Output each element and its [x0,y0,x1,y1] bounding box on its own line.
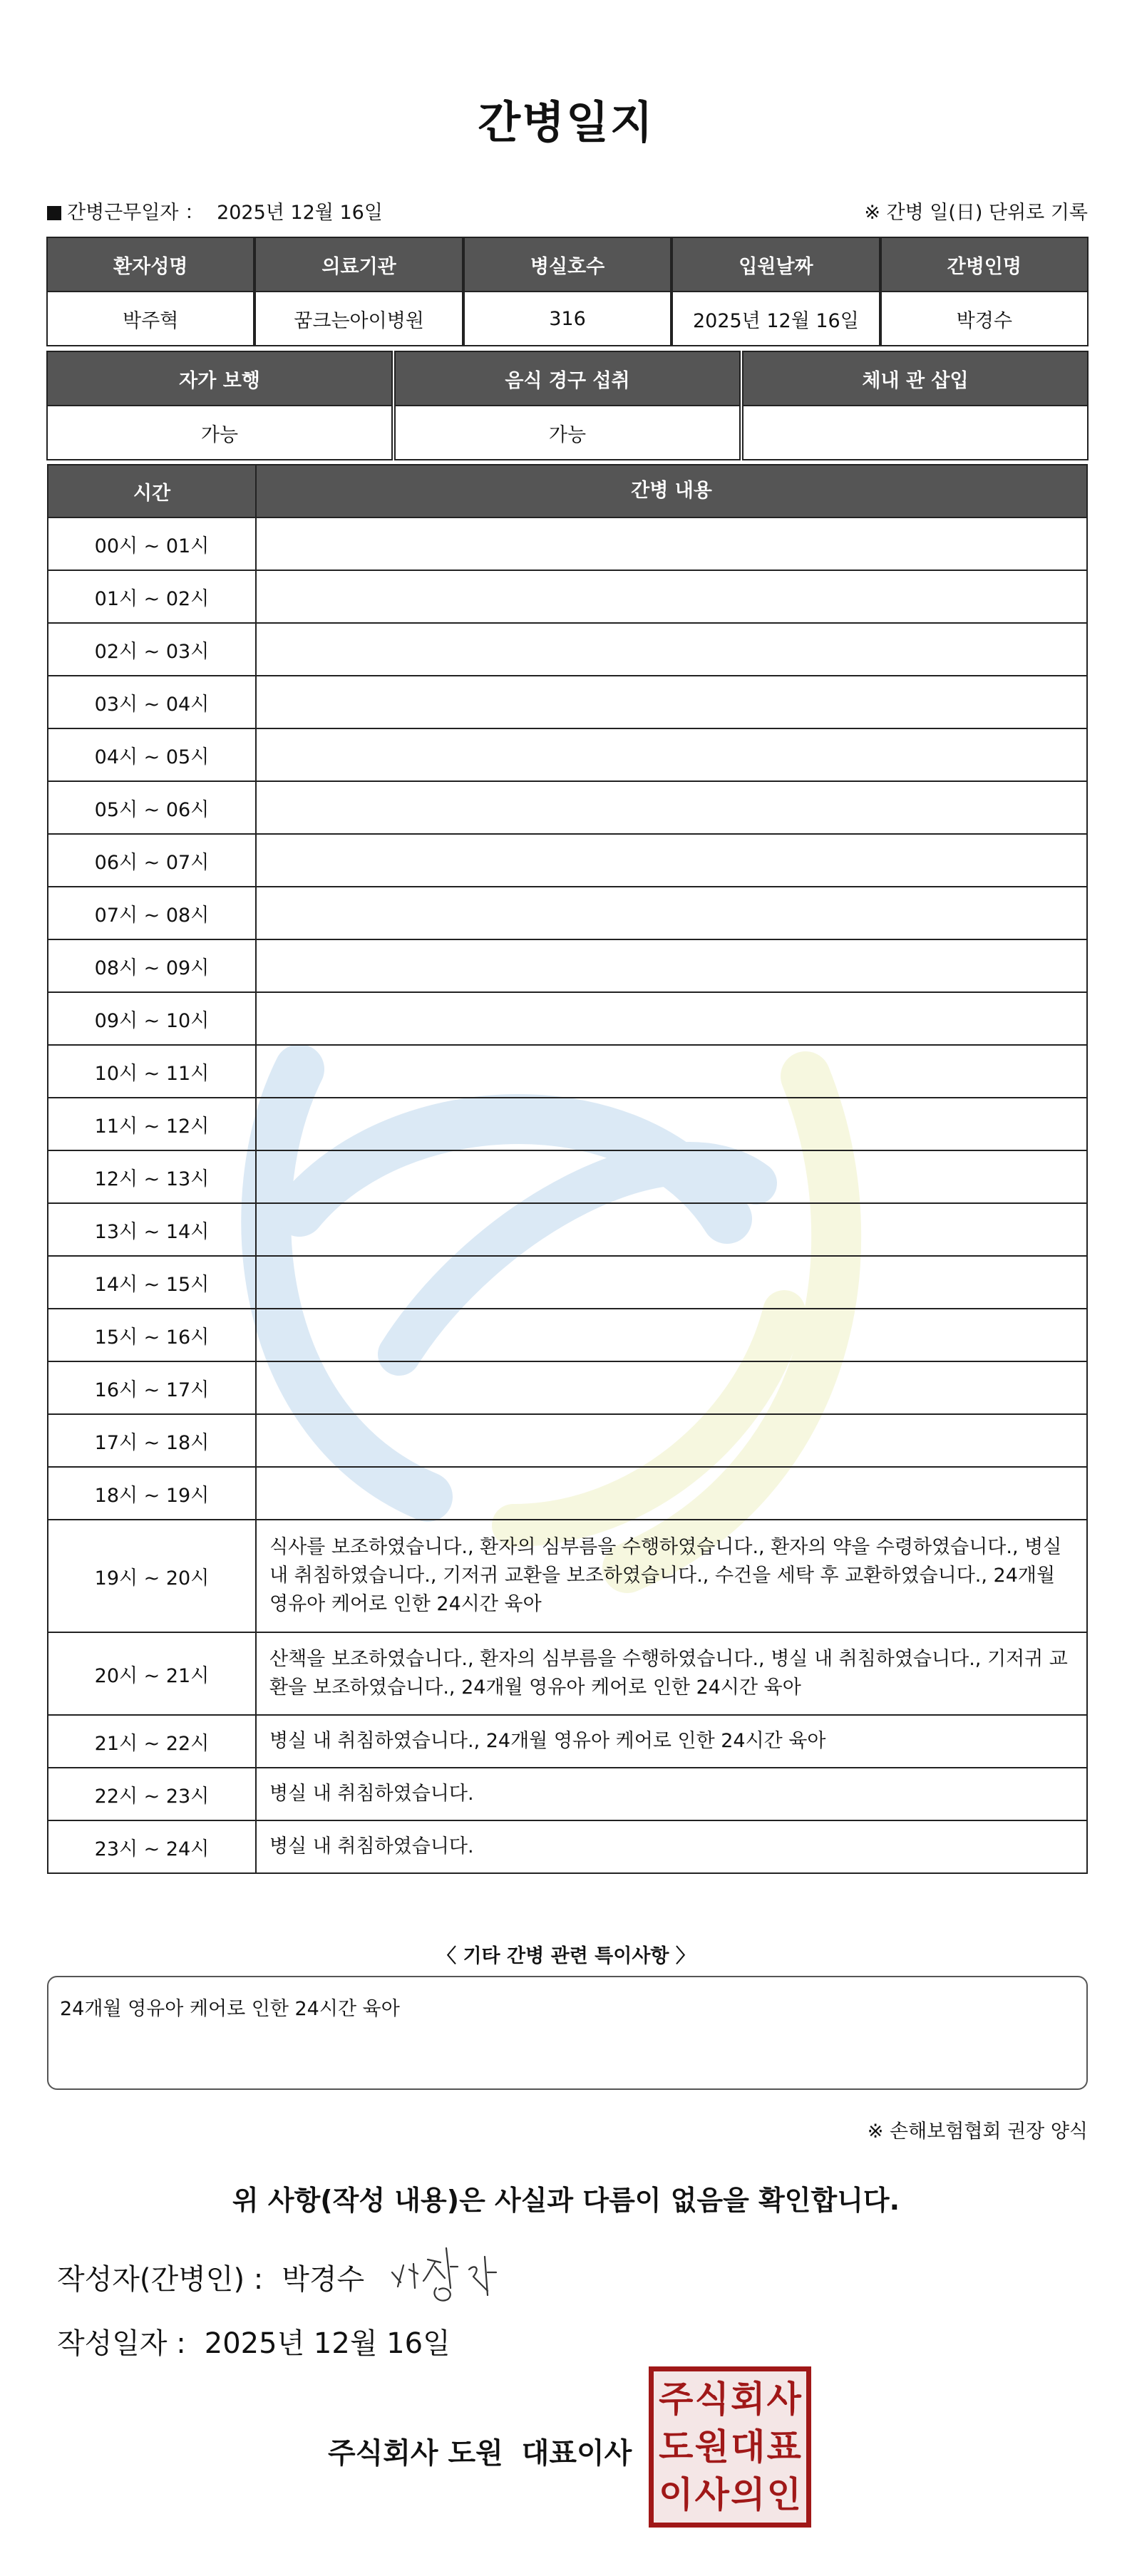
unit-note: ※ 간병 일(日) 단위로 기록 [864,202,1088,224]
row-time: 12시 ~ 13시 [48,1151,257,1202]
table-row [47,1413,1088,1468]
written-date-line [57,2321,451,2361]
square-bullet-icon [47,206,61,220]
caregiver-name: 박경수 [880,291,1089,346]
table-row [47,1361,1088,1415]
care-schedule-table [47,465,1088,1874]
row-time: 05시 ~ 06시 [48,782,257,833]
row-content [257,940,1086,991]
row-time: 15시 ~ 16시 [48,1309,257,1361]
work-date-label: 간병근무일자 ： [67,202,205,224]
row-content [257,1415,1086,1466]
row-content [257,1098,1086,1150]
seal-char: 표 [766,2426,801,2468]
table-row [47,1714,1088,1768]
written-date-value: 2025년 12월 16일 [204,2327,451,2360]
patient-name: 박주혁 [46,291,254,346]
seal-char: 식 [694,2379,729,2421]
row-time: 04시 ~ 05시 [48,729,257,780]
table-row [47,517,1088,571]
row-content: 병실 내 취침하였습니다. [269,1835,474,1858]
row-content: 식사를 보조하였습니다., 환자의 심부름을 수행하였습니다., 환자의 약을 수령하였습니다., 병실 내 취침하였습니다., 기저귀 교환을 보조하였습니다., 수건을 세탁 후 교환하였습니다., 24개월 영유아 케어로 인한 24시간 육아 [269,1536,1062,1615]
row-time: 20시 ~ 21시 [48,1633,257,1714]
writer-label: 작성자(간병인) : [57,2263,264,2296]
writer-name: 박경수 [282,2263,365,2296]
handwritten-signature [385,2238,506,2309]
row-content [257,1046,1086,1097]
row-content [257,1468,1086,1519]
admission-date: 2025년 12월 16일 [672,291,880,346]
seal-char: 도 [659,2426,694,2468]
header-time: 시간 [48,465,257,517]
company-name: 주식회사 도원 [328,2437,503,2470]
table-row [47,675,1088,729]
row-content [257,1204,1086,1255]
status-info-table [47,351,1088,460]
header-hospital: 의료기관 [254,237,463,292]
table-row [47,1466,1088,1520]
seal-char: 사 [766,2379,801,2421]
table-row [47,886,1088,940]
seal-char: 사 [694,2473,729,2515]
table-row [47,1519,1088,1633]
table-row [47,1632,1088,1716]
written-date-label: 작성일자 : [57,2327,186,2360]
row-content [257,887,1086,939]
table-row [47,780,1088,835]
table-row [47,833,1088,887]
row-time: 03시 ~ 04시 [48,676,257,728]
hospital-name: 꿈크는아이병원 [254,291,463,346]
table-row [47,1820,1088,1874]
work-date-value: 2025년 12월 16일 [217,202,383,224]
row-time: 08시 ~ 09시 [48,940,257,991]
row-time: 07시 ~ 08시 [48,887,257,939]
row-content [257,571,1086,622]
row-content [257,835,1086,886]
notes-title: 〈 기타 간병 관련 특이사항 〉 [437,1945,695,1967]
header-tube-insertion: 체내 관 삽입 [742,351,1089,406]
row-content [257,993,1086,1044]
room-number: 316 [463,291,672,346]
company-line [328,2431,632,2471]
header-room: 병실호수 [463,237,672,292]
form-note: ※ 손해보험협회 권장 양식 [867,2121,1088,2143]
table-row [47,1150,1088,1204]
row-content [257,518,1086,570]
company-seal-stamp [649,2366,811,2528]
table-row [47,1097,1088,1151]
table-row [47,939,1088,993]
row-time: 16시 ~ 17시 [48,1362,257,1413]
table-row [47,1255,1088,1309]
row-time: 13시 ~ 14시 [48,1204,257,1255]
row-content [257,676,1086,728]
table-row [47,1308,1088,1362]
oral-intake-value: 가능 [394,405,741,460]
row-content: 병실 내 취침하였습니다., 24개월 영유아 케어로 인한 24시간 육아 [269,1730,826,1752]
row-time: 19시 ~ 20시 [48,1520,257,1632]
row-content [257,1257,1086,1308]
confirmation-statement: 위 사항(작성 내용)은 사실과 다름이 없음을 확인합니다. [232,2185,900,2216]
seal-char: 대 [731,2426,766,2468]
representative-title: 대표이사 [521,2437,632,2470]
row-time: 09시 ~ 10시 [48,993,257,1044]
table-row [47,1767,1088,1821]
seal-char: 주 [659,2379,694,2421]
header-admission-date: 입원날짜 [672,237,880,292]
patient-info-table [47,237,1088,346]
row-content [257,1309,1086,1361]
row-content: 산책을 보조하였습니다., 환자의 심부름을 수행하였습니다., 병실 내 취침하였습니다., 기저귀 교환을 보조하였습니다., 24개월 영유아 케어로 인한 24시간 육아 [269,1648,1068,1699]
seal-char: 회 [731,2379,766,2421]
row-content [257,1151,1086,1202]
row-time: 21시 ~ 22시 [48,1716,257,1767]
row-time: 01시 ~ 02시 [48,571,257,622]
row-content [257,624,1086,675]
row-time: 10시 ~ 11시 [48,1046,257,1097]
row-time: 23시 ~ 24시 [48,1821,257,1872]
tube-insertion-value [742,405,1089,460]
row-time: 02시 ~ 03시 [48,624,257,675]
seal-char: 의 [731,2473,766,2515]
seal-char: 인 [766,2473,801,2515]
row-time: 00시 ~ 01시 [48,518,257,570]
notes-content: 24개월 영유아 케어로 인한 24시간 육아 [47,1976,1088,2090]
row-time: 11시 ~ 12시 [48,1098,257,1150]
row-time: 06시 ~ 07시 [48,835,257,886]
table-row [47,1044,1088,1098]
row-content [257,729,1086,780]
row-time: 22시 ~ 23시 [48,1768,257,1820]
header-caregiver: 간병인명 [880,237,1089,292]
header-oral-intake: 음식 경구 섭취 [394,351,741,406]
work-date-line [47,197,383,225]
seal-char: 원 [694,2426,729,2468]
document-title: 간병일지 [478,96,654,148]
row-time: 17시 ~ 18시 [48,1415,257,1466]
header-self-walking: 자가 보행 [46,351,393,406]
header-care-content: 간병 내용 [631,480,712,502]
schedule-header-row [47,464,1088,518]
row-content: 병실 내 취침하였습니다. [269,1783,474,1805]
table-row [47,570,1088,624]
table-row [47,991,1088,1046]
table-row [47,622,1088,676]
table-row [47,728,1088,782]
seal-char: 이 [659,2473,694,2515]
header-patient-name: 환자성명 [46,237,254,292]
row-time: 14시 ~ 15시 [48,1257,257,1308]
row-time: 18시 ~ 19시 [48,1468,257,1519]
self-walking-value: 가능 [46,405,393,460]
table-row [47,1202,1088,1257]
writer-line [57,2257,364,2297]
row-content [257,782,1086,833]
row-content [257,1362,1086,1413]
